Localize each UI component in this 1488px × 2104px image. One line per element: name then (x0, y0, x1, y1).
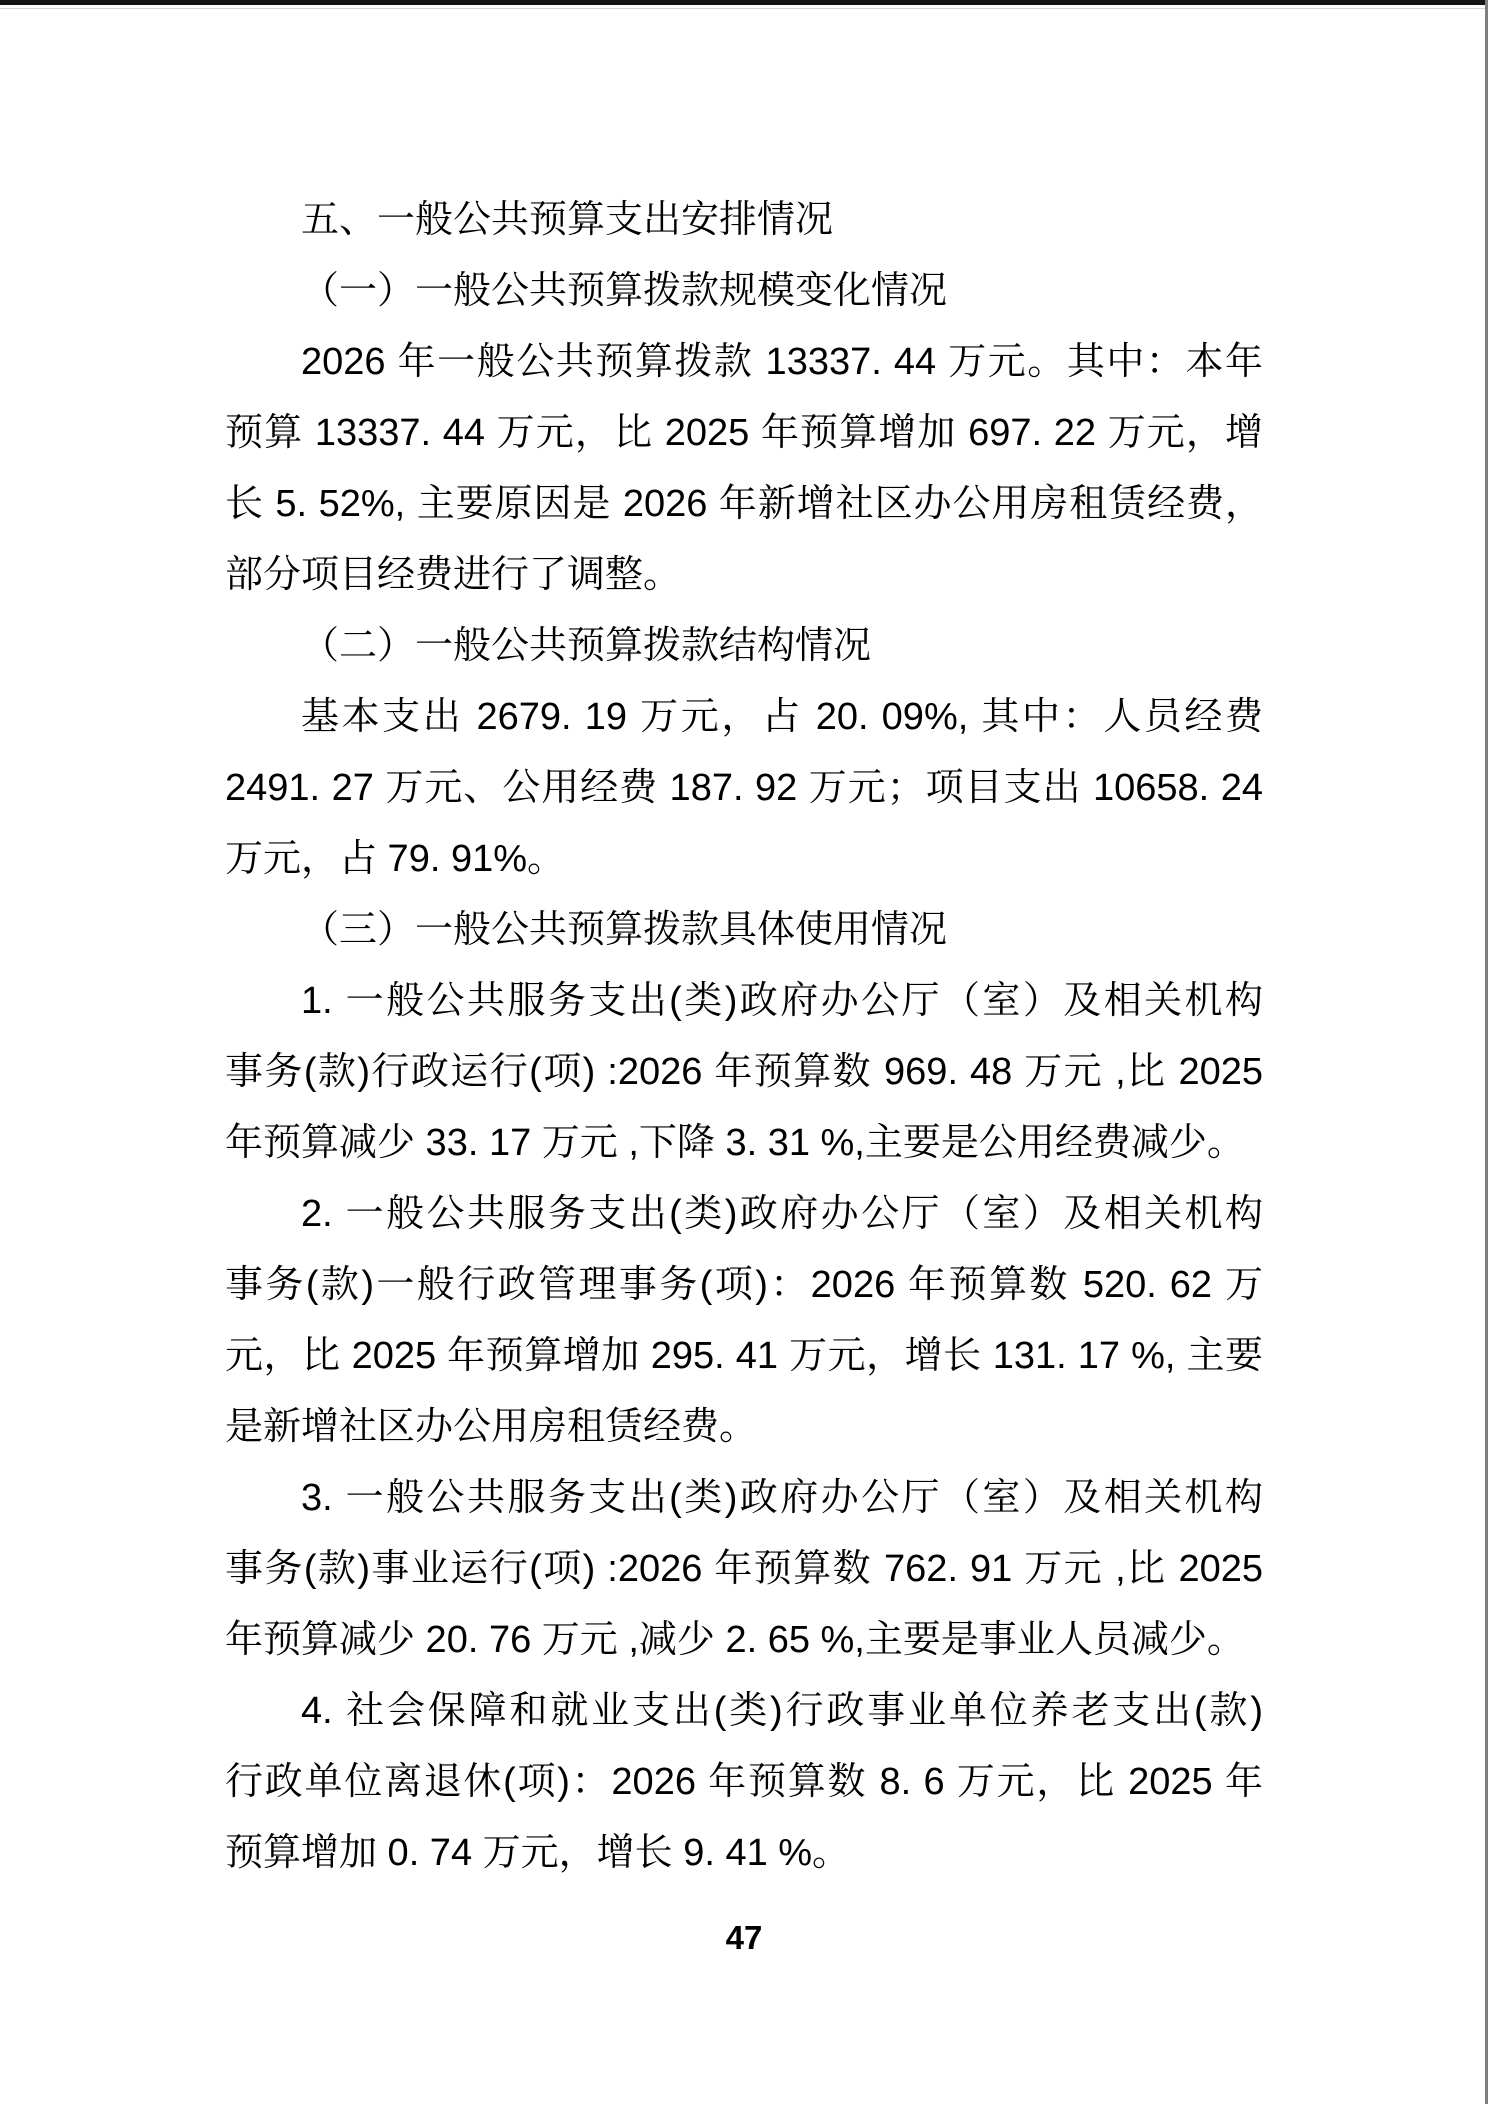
text-line: 年预算减少 33. 17 万元 ,下降 3. 31 %,主要是公用经费减少。 (225, 1122, 1245, 1164)
top-border-bar (0, 0, 1488, 5)
text-line: （三）一般公共预算拨款具体使用情况 (301, 909, 948, 951)
paragraph (225, 1179, 1263, 1463)
paragraph (225, 327, 1263, 611)
text-line: 行政单位离退休(项)：2026 年预算数 8. 6 万元，比 2025 年 (225, 1761, 1263, 1803)
text-line: 基本支出 2679. 19 万元，占 20. 09%, 其中：人员经费 (301, 696, 1263, 738)
text-line: 长 5. 52%, 主要原因是 2026 年新增社区办公用房租赁经费， (225, 483, 1263, 525)
text-line: 2. 一般公共服务支出(类)政府办公厅（室）及相关机构 (301, 1193, 1263, 1235)
paragraph (225, 895, 1263, 966)
paragraph (225, 185, 1263, 256)
text-line: 3. 一般公共服务支出(类)政府办公厅（室）及相关机构 (301, 1477, 1263, 1519)
top-border-shadow-line (0, 8, 1488, 9)
text-line: 五、一般公共预算支出安排情况 (301, 199, 834, 241)
text-line: 年预算减少 20. 76 万元 ,减少 2. 65 %,主要是事业人员减少。 (225, 1619, 1245, 1661)
paragraph (225, 1676, 1263, 1889)
paragraph (225, 682, 1263, 895)
paragraph (225, 611, 1263, 682)
paragraph (225, 966, 1263, 1179)
paragraph (225, 1463, 1263, 1676)
text-line: 事务(款)一般行政管理事务(项)：2026 年预算数 520. 62 万 (225, 1264, 1263, 1306)
page-number: 47 (725, 1919, 763, 1956)
text-line: （二）一般公共预算拨款结构情况 (301, 625, 872, 667)
text-line: 预算增加 0. 74 万元，增长 9. 41 %。 (225, 1832, 851, 1874)
text-line: 部分项目经费进行了调整。 (225, 554, 682, 596)
text-line: 事务(款)行政运行(项) :2026 年预算数 969. 48 万元 ,比 2025 (225, 1051, 1263, 1093)
text-line: 2026 年一般公共预算拨款 13337. 44 万元。其中：本年 (301, 341, 1263, 383)
text-line: 万元，占 79. 91%。 (225, 838, 565, 880)
paragraph (225, 256, 1263, 327)
text-line: 事务(款)事业运行(项) :2026 年预算数 762. 91 万元 ,比 2025 (225, 1548, 1263, 1590)
text-line: （一）一般公共预算拨款规模变化情况 (301, 270, 948, 312)
document-body (225, 185, 1263, 1889)
text-line: 2491. 27 万元、公用经费 187. 92 万元；项目支出 10658. 24 (225, 767, 1263, 809)
text-line: 元，比 2025 年预算增加 295. 41 万元，增长 131. 17 %, 主要 (225, 1335, 1263, 1377)
text-line: 是新增社区办公用房租赁经费。 (225, 1406, 758, 1448)
text-line: 4. 社会保障和就业支出(类)行政事业单位养老支出(款) (301, 1690, 1263, 1732)
text-line: 预算 13337. 44 万元，比 2025 年预算增加 697. 22 万元，增 (225, 412, 1263, 454)
text-line: 1. 一般公共服务支出(类)政府办公厅（室）及相关机构 (301, 980, 1263, 1022)
